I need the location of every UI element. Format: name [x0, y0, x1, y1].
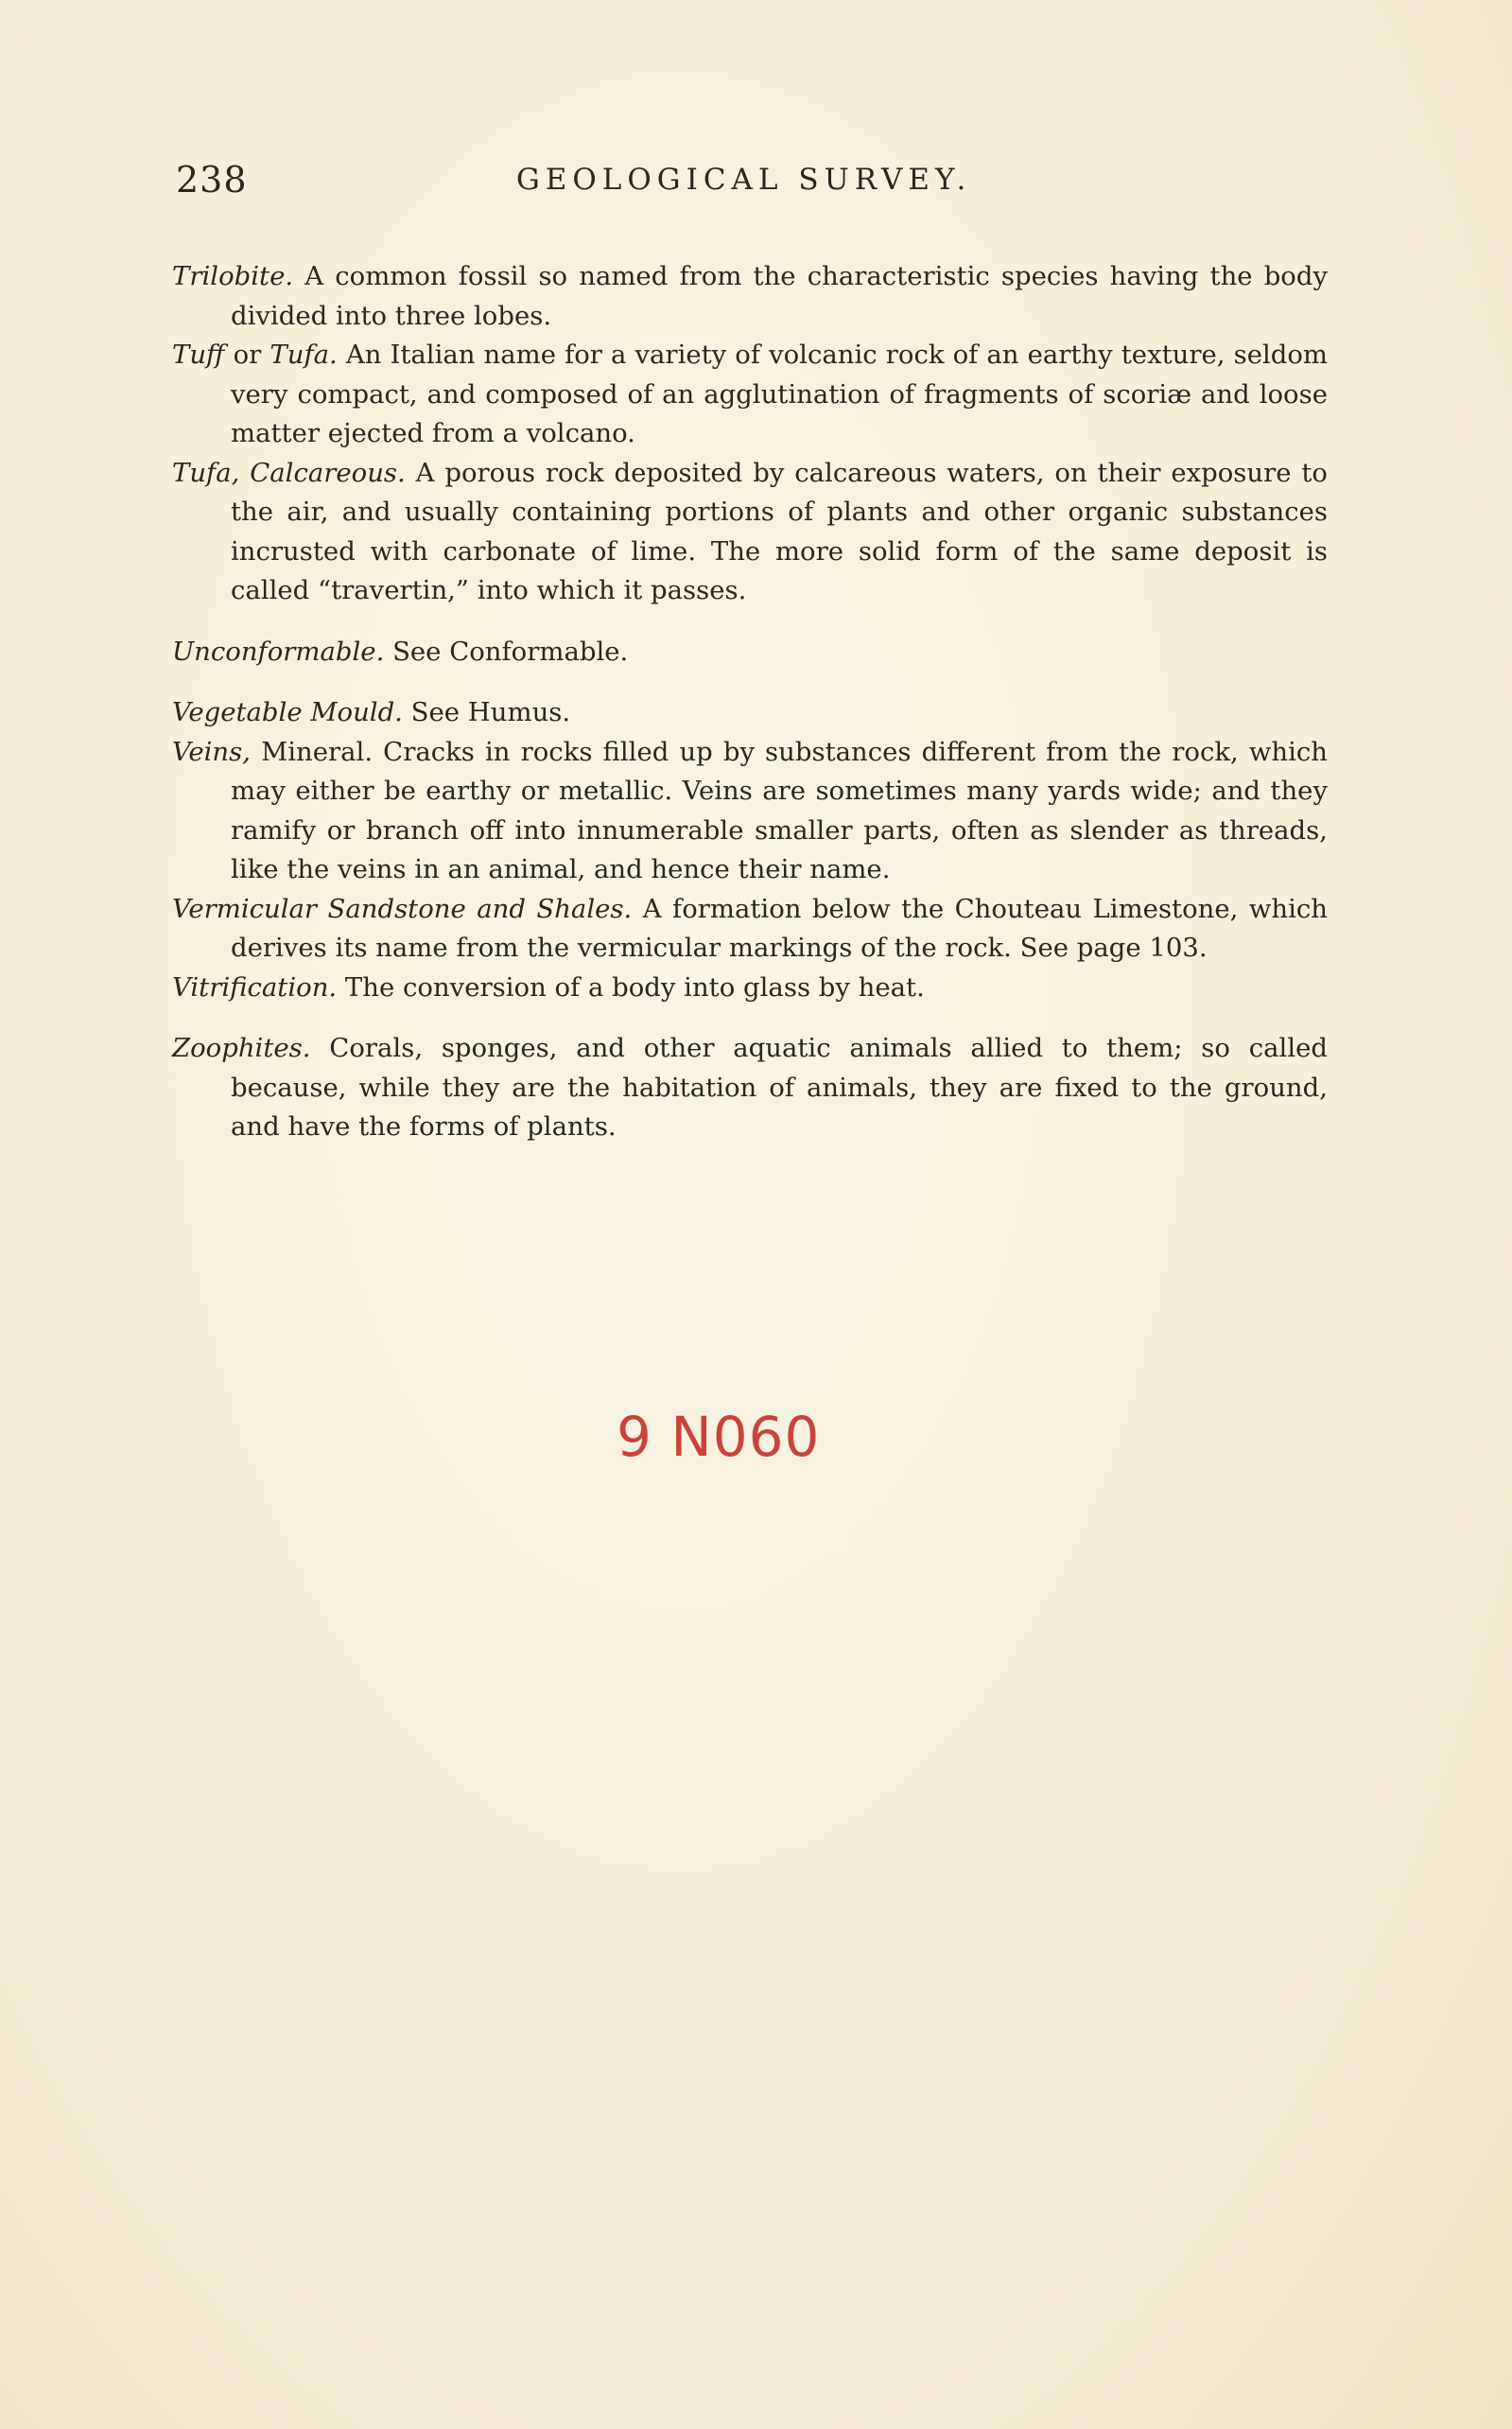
glossary-entry-veins — [172, 733, 1328, 890]
glossary-entry-vitrification — [172, 969, 1328, 1008]
entry-definition: An Italian name for a variety of volcanic rock of an earthy texture, seldom very compact, and composed of an agglutination of fragments of scoriæ and loose matter ejected from a volcano. — [231, 340, 1328, 448]
page-header — [176, 159, 1339, 206]
entry-term: Zoophites. — [172, 1033, 311, 1063]
entry-term: Vermicular Sandstone and Shales. — [172, 893, 633, 924]
entry-definition: Corals, sponges, and other aquatic animals allied to them; so called because, while they are the habitation of animals, they are fixed to the ground, and have the forms of plants. — [231, 1033, 1328, 1142]
glossary-entry-zoophites — [172, 1029, 1328, 1147]
entry-term: Vegetable Mould. — [172, 697, 403, 727]
entry-term: Vitrification. — [172, 971, 338, 1003]
glossary-entry-unconformable — [172, 633, 1328, 673]
glossary-entry-vegetable-mould — [172, 693, 1328, 733]
entry-definition: Mineral. Cracks in rocks filled up by substances different from the rock, which may either be earthy or metallic. Veins are sometimes many yards wide; and they ramify or branch off into innumerable smaller parts, often as slender as threads, like the veins in an animal, and hence their name. — [231, 736, 1328, 884]
entry-definition: A formation below the Chouteau Limestone, which derives its name from the vermicular markings of the rock. See page 103. — [231, 893, 1328, 963]
glossary-entry-tuff — [172, 336, 1328, 454]
entry-term: Tufa, Calcareous. — [172, 457, 406, 488]
entry-term-alternate: Tufa. — [269, 340, 338, 370]
entry-definition: A common fossil so named from the characteristic species having the body divided into three lobes. — [231, 261, 1328, 331]
glossary-entry-trilobite — [172, 257, 1328, 336]
entry-definition: A porous rock deposited by calcareous waters, on their exposure to the air, and usually containing portions of plants and other organic substances incrusted with carbonate of lime. The more solid form of the same deposit is called “travertin,” into which it passes. — [231, 457, 1328, 605]
entry-term: Tuff — [172, 340, 225, 370]
entry-connector: or — [224, 340, 270, 370]
glossary-entry-vermicular-sandstone — [172, 890, 1328, 969]
entry-definition: See Humus. — [402, 697, 571, 727]
glossary-entry-tufa-calcareous — [172, 454, 1328, 611]
entry-term: Unconformable. — [172, 636, 385, 667]
library-stamp: 9 N060 — [617, 1405, 821, 1469]
glossary-entries — [172, 257, 1328, 1147]
entry-definition: The conversion of a body into glass by heat. — [337, 971, 925, 1003]
running-head: GEOLOGICAL SURVEY. — [516, 163, 972, 197]
page-number: 238 — [176, 159, 248, 201]
entry-term: Trilobite. — [172, 261, 294, 291]
entry-term: Veins, — [172, 736, 251, 767]
entry-definition: See Conformable. — [384, 636, 629, 667]
